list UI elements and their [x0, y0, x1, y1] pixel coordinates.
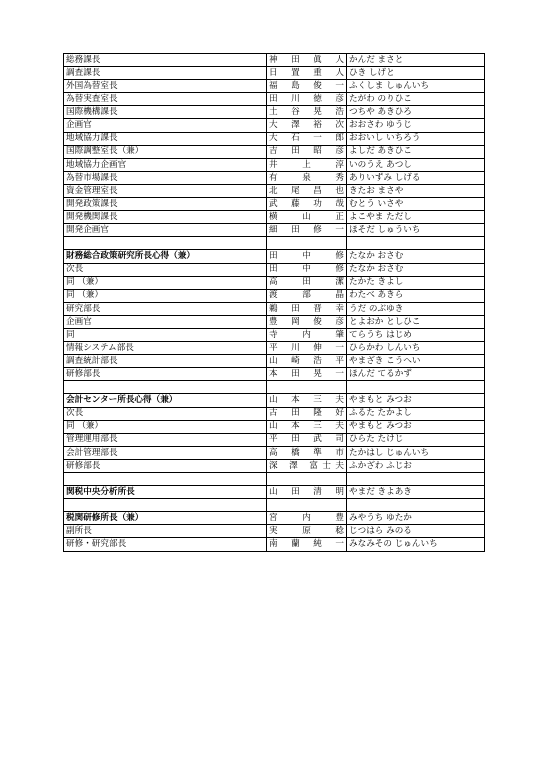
- person-name-cell: 寺 内 肇: [267, 328, 347, 341]
- position-title-cell: 会計センター所長心得（兼）: [64, 394, 267, 407]
- position-title-cell: 調査統計部長: [64, 355, 267, 368]
- position-title-cell: 税関研修所長（兼）: [64, 512, 267, 525]
- table-row: [64, 211, 485, 224]
- table-row: [64, 512, 485, 525]
- section-spacer-row: [64, 499, 485, 512]
- name-reading-cell: よしだ あきひこ: [347, 145, 485, 158]
- person-name-cell: 高 田 潔: [267, 276, 347, 289]
- name-reading-cell: ふかざわ ふじお: [347, 459, 485, 472]
- person-name-cell: 神 田 眞 人: [267, 54, 347, 67]
- person-name-cell: 平 田 武 司: [267, 433, 347, 446]
- person-name-cell: 井 上 淳: [267, 158, 347, 171]
- person-name-cell: 山 本 三 夫: [267, 420, 347, 433]
- person-name-cell: 山 田 清 明: [267, 486, 347, 499]
- position-title-cell: 管理運用部長: [64, 433, 267, 446]
- position-title-cell: 国際機構課長: [64, 106, 267, 119]
- personnel-roster-table: [63, 53, 485, 552]
- name-reading-cell: きたお まさや: [347, 184, 485, 197]
- table-row: [64, 106, 485, 119]
- empty-cell: [64, 473, 267, 486]
- position-title-cell: 次長: [64, 263, 267, 276]
- person-name-cell: 田 中 修: [267, 250, 347, 263]
- table-row: [64, 67, 485, 80]
- empty-cell: [347, 473, 485, 486]
- empty-cell: [267, 473, 347, 486]
- position-title-cell: 情報システム部長: [64, 342, 267, 355]
- position-title-cell: 研修部長: [64, 459, 267, 472]
- table-row: [64, 171, 485, 184]
- empty-cell: [267, 381, 347, 394]
- empty-cell: [347, 237, 485, 250]
- name-reading-cell: ほんだ てるかず: [347, 368, 485, 381]
- position-title-cell: 副所長: [64, 525, 267, 538]
- person-name-cell: 大 澤 裕 次: [267, 119, 347, 132]
- table-row: [64, 420, 485, 433]
- table-row: [64, 132, 485, 145]
- table-row: [64, 289, 485, 302]
- section-spacer-row: [64, 237, 485, 250]
- name-reading-cell: たかはし じゅんいち: [347, 446, 485, 459]
- name-reading-cell: やまもと みつお: [347, 420, 485, 433]
- position-title-cell: 研究部長: [64, 302, 267, 315]
- person-name-cell: 平 川 伸 一: [267, 342, 347, 355]
- person-name-cell: 武 藤 功 哉: [267, 198, 347, 211]
- name-reading-cell: うだ のぶゆき: [347, 302, 485, 315]
- name-reading-cell: やまだ きよあき: [347, 486, 485, 499]
- table-row: [64, 158, 485, 171]
- table-row: [64, 446, 485, 459]
- position-title-cell: 関税中央分析所長: [64, 486, 267, 499]
- name-reading-cell: みやうち ゆたか: [347, 512, 485, 525]
- position-title-cell: 同 （兼）: [64, 289, 267, 302]
- position-title-cell: 研修・研究部長: [64, 538, 267, 551]
- empty-cell: [267, 499, 347, 512]
- position-title-cell: 地域協力課長: [64, 132, 267, 145]
- table-row: [64, 459, 485, 472]
- person-name-cell: 山 本 三 夫: [267, 394, 347, 407]
- name-reading-cell: いのうえ あつし: [347, 158, 485, 171]
- empty-cell: [267, 237, 347, 250]
- name-reading-cell: わたべ あきら: [347, 289, 485, 302]
- person-name-cell: 豊 岡 俊 彦: [267, 315, 347, 328]
- table-row: [64, 433, 485, 446]
- section-spacer-row: [64, 381, 485, 394]
- table-row: [64, 394, 485, 407]
- table-row: [64, 368, 485, 381]
- name-reading-cell: とよおか としひこ: [347, 315, 485, 328]
- position-title-cell: 同 （兼）: [64, 420, 267, 433]
- empty-cell: [64, 381, 267, 394]
- name-reading-cell: むとう いさや: [347, 198, 485, 211]
- empty-cell: [347, 381, 485, 394]
- position-title-cell: 総務課長: [64, 54, 267, 67]
- position-title-cell: 同 （兼）: [64, 276, 267, 289]
- position-title-cell: 国際調整室長（兼）: [64, 145, 267, 158]
- name-reading-cell: ひき しげと: [347, 67, 485, 80]
- table-row: [64, 538, 485, 551]
- table-row: [64, 302, 485, 315]
- table-row: [64, 198, 485, 211]
- person-name-cell: 深 澤 富士夫: [267, 459, 347, 472]
- table-row: [64, 263, 485, 276]
- person-name-cell: 古 田 隆 好: [267, 407, 347, 420]
- person-name-cell: 本 田 晃 一: [267, 368, 347, 381]
- name-reading-cell: ほそだ しゅういち: [347, 224, 485, 237]
- table-row: [64, 486, 485, 499]
- person-name-cell: 山 崎 浩 平: [267, 355, 347, 368]
- position-title-cell: 為替実査室長: [64, 93, 267, 106]
- section-spacer-row: [64, 473, 485, 486]
- position-title-cell: 調査課長: [64, 67, 267, 80]
- person-name-cell: 実 原 稔: [267, 525, 347, 538]
- position-title-cell: 地域協力企画官: [64, 158, 267, 171]
- position-title-cell: 財務総合政策研究所長心得（兼）: [64, 250, 267, 263]
- person-name-cell: 宮 内 豊: [267, 512, 347, 525]
- name-reading-cell: ひらかわ しんいち: [347, 342, 485, 355]
- table-row: [64, 224, 485, 237]
- empty-cell: [64, 237, 267, 250]
- name-reading-cell: じつはら みのる: [347, 525, 485, 538]
- table-row: [64, 342, 485, 355]
- name-reading-cell: たなか おさむ: [347, 250, 485, 263]
- position-title-cell: 企画官: [64, 315, 267, 328]
- person-name-cell: 田 川 徳 彦: [267, 93, 347, 106]
- empty-cell: [347, 499, 485, 512]
- position-title-cell: 開発政策課長: [64, 198, 267, 211]
- position-title-cell: 為替市場課長: [64, 171, 267, 184]
- table-row: [64, 525, 485, 538]
- table-row: [64, 93, 485, 106]
- table-row: [64, 328, 485, 341]
- name-reading-cell: ふくしま しゅんいち: [347, 80, 485, 93]
- position-title-cell: 開発機関課長: [64, 211, 267, 224]
- name-reading-cell: おおいし いちろう: [347, 132, 485, 145]
- empty-cell: [64, 499, 267, 512]
- name-reading-cell: かんだ まさと: [347, 54, 485, 67]
- name-reading-cell: みなみその じゅんいち: [347, 538, 485, 551]
- person-name-cell: 南 蘭 純 一: [267, 538, 347, 551]
- table-row: [64, 119, 485, 132]
- person-name-cell: 土 谷 晃 浩: [267, 106, 347, 119]
- person-name-cell: 田 中 修: [267, 263, 347, 276]
- position-title-cell: 外国為替室長: [64, 80, 267, 93]
- name-reading-cell: やまざき こうへい: [347, 355, 485, 368]
- position-title-cell: 資金管理室長: [64, 184, 267, 197]
- name-reading-cell: よこやま ただし: [347, 211, 485, 224]
- person-name-cell: 日 置 重 人: [267, 67, 347, 80]
- table-row: [64, 250, 485, 263]
- person-name-cell: 吉 田 昭 彦: [267, 145, 347, 158]
- name-reading-cell: ひらた たけじ: [347, 433, 485, 446]
- person-name-cell: 鵜 田 晋 幸: [267, 302, 347, 315]
- position-title-cell: 研修部長: [64, 368, 267, 381]
- position-title-cell: 開発企画官: [64, 224, 267, 237]
- table-row: [64, 184, 485, 197]
- position-title-cell: 会計管理部長: [64, 446, 267, 459]
- person-name-cell: 福 島 俊 一: [267, 80, 347, 93]
- table-row: [64, 355, 485, 368]
- name-reading-cell: たなか おさむ: [347, 263, 485, 276]
- person-name-cell: 渡 部 晶: [267, 289, 347, 302]
- roster-body: [64, 54, 485, 552]
- table-row: [64, 315, 485, 328]
- position-title-cell: 企画官: [64, 119, 267, 132]
- name-reading-cell: ふるた たかよし: [347, 407, 485, 420]
- name-reading-cell: つちや あきひろ: [347, 106, 485, 119]
- table-row: [64, 54, 485, 67]
- name-reading-cell: てらうち はじめ: [347, 328, 485, 341]
- table-row: [64, 80, 485, 93]
- name-reading-cell: おおさわ ゆうじ: [347, 119, 485, 132]
- name-reading-cell: やまもと みつお: [347, 394, 485, 407]
- name-reading-cell: ありいずみ しげる: [347, 171, 485, 184]
- table-row: [64, 407, 485, 420]
- person-name-cell: 大 石 一 郎: [267, 132, 347, 145]
- person-name-cell: 北 尾 昌 也: [267, 184, 347, 197]
- table-row: [64, 145, 485, 158]
- position-title-cell: 次長: [64, 407, 267, 420]
- table-row: [64, 276, 485, 289]
- person-name-cell: 高 橋 準 市: [267, 446, 347, 459]
- name-reading-cell: たかた きよし: [347, 276, 485, 289]
- position-title-cell: 同: [64, 328, 267, 341]
- person-name-cell: 横 山 正: [267, 211, 347, 224]
- name-reading-cell: たがわ のりひこ: [347, 93, 485, 106]
- person-name-cell: 有 泉 秀: [267, 171, 347, 184]
- person-name-cell: 細 田 修 一: [267, 224, 347, 237]
